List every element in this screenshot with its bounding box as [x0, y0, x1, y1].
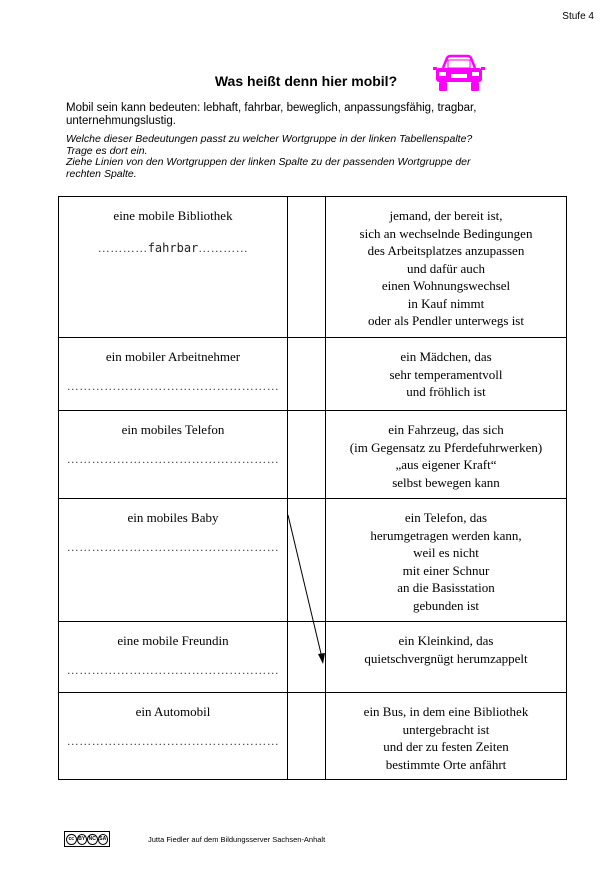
sa-icon: SA: [98, 834, 109, 845]
left-cell: [59, 197, 288, 338]
right-line: mit einer Schnur: [402, 562, 490, 578]
right-cell: [326, 622, 567, 693]
right-line: ein Telefon, das: [404, 510, 488, 525]
right-line: herumgetragen werden kann,: [370, 527, 522, 543]
table-row: [59, 411, 567, 499]
footer-credit: Jutta Fiedler auf dem Bildungsserver Sachsen-Anhalt: [148, 834, 326, 844]
instruction-line: Ziehe Linien von den Wortgruppen der linken Spalte zu der passenden Wortgruppe der: [66, 156, 471, 169]
instruction-line: Welche dieser Bedeutungen passt zu welcher Wortgruppe in der linken Tabellenspalte?: [66, 133, 473, 145]
answer-line[interactable]: ……………………………………………: [66, 734, 280, 748]
cc-icon: cc: [66, 834, 77, 845]
table-row: [59, 622, 567, 693]
right-phrase: [326, 622, 566, 667]
right-phrase: [326, 693, 566, 773]
right-phrase: [326, 411, 566, 491]
nc-icon: NC: [87, 834, 98, 845]
answer-dots: …………: [198, 241, 249, 255]
middle-cell[interactable]: [288, 693, 326, 780]
answer-line[interactable]: ……………………………………………: [66, 663, 280, 677]
right-line: gebunden ist: [412, 597, 480, 613]
right-line: untergebracht ist: [402, 721, 490, 737]
right-cell: [326, 411, 567, 499]
right-cell: [326, 338, 567, 411]
right-line: ein Bus, in dem eine Bibliothek: [363, 704, 529, 719]
cc-by-nc-sa-icon: [64, 831, 110, 847]
instruction-line: Trage es dort ein.: [66, 144, 148, 157]
right-line: in Kauf nimmt: [407, 295, 485, 311]
right-phrase: [326, 338, 566, 401]
level-label: Stufe 4: [562, 11, 594, 22]
right-line: (im Gegensatz zu Pferdefuhrwerken): [349, 439, 543, 455]
right-cell: [326, 197, 567, 338]
right-line: ein Mädchen, das: [400, 349, 492, 364]
middle-cell[interactable]: [288, 411, 326, 499]
table-row: [59, 197, 567, 338]
left-phrase: ein Automobil: [135, 704, 211, 719]
right-line: und der zu festen Zeiten: [383, 739, 509, 754]
right-line: selbst bewegen kann: [392, 474, 500, 490]
matching-table: [58, 196, 567, 780]
right-line: weil es nicht: [413, 545, 479, 560]
right-line: bestimmte Orte anfährt: [385, 756, 507, 772]
left-cell: [59, 499, 288, 622]
answer-line[interactable]: ……………………………………………: [66, 379, 280, 393]
right-line: einen Wohnungswechsel: [381, 278, 511, 293]
right-phrase: [326, 499, 566, 614]
intro-line: Mobil sein kann bedeuten: lebhaft, fahrbar, beweglich, anpassungsfähig, tragbar,: [66, 102, 477, 114]
right-line: „aus eigener Kraft“: [395, 457, 497, 472]
table-row: [59, 338, 567, 411]
answer-line[interactable]: ……………………………………………: [66, 452, 280, 466]
right-line: quietschvergnügt herumzappelt: [364, 650, 528, 666]
instruction-line: rechten Spalte.: [66, 167, 137, 180]
answer-line[interactable]: ……………………………………………: [66, 540, 280, 554]
middle-cell[interactable]: [288, 197, 326, 338]
left-phrase: ein mobiles Telefon: [121, 422, 225, 437]
instructions: [66, 134, 586, 180]
right-line: und fröhlich ist: [406, 384, 486, 399]
left-cell: [59, 693, 288, 780]
middle-cell[interactable]: [288, 622, 326, 693]
page-title: Was heißt denn hier mobil?: [214, 73, 398, 89]
answer-text: fahrbar: [147, 241, 199, 255]
left-phrase: eine mobile Freundin: [117, 633, 229, 648]
left-phrase: eine mobile Bibliothek: [113, 208, 233, 223]
table-row: [59, 693, 567, 780]
intro-text: [66, 102, 576, 127]
right-line: und dafür auch: [407, 260, 485, 276]
right-line: des Arbeitsplatzes anzupassen: [367, 243, 525, 258]
right-line: an die Basisstation: [397, 580, 495, 595]
left-cell: [59, 338, 288, 411]
right-phrase: [326, 197, 566, 330]
left-phrase: ein mobiles Baby: [127, 510, 219, 525]
footer: [64, 831, 325, 847]
table-row: [59, 499, 567, 622]
right-cell: [326, 499, 567, 622]
right-line: jemand, der bereit ist,: [389, 208, 503, 223]
intro-line: unternehmungslustig.: [66, 114, 176, 127]
middle-cell[interactable]: [288, 499, 326, 622]
answer-line[interactable]: [59, 240, 287, 256]
right-line: sich an wechselnde Bedingungen: [359, 225, 533, 241]
right-line: oder als Pendler unterwegs ist: [368, 313, 524, 328]
right-line: ein Fahrzeug, das sich: [388, 422, 504, 437]
right-line: ein Kleinkind, das: [398, 633, 494, 648]
right-cell: [326, 693, 567, 780]
middle-cell[interactable]: [288, 338, 326, 411]
left-phrase: ein mobiler Arbeitnehmer: [105, 349, 241, 364]
left-cell: [59, 411, 288, 499]
by-icon: BY: [77, 834, 88, 845]
right-line: sehr temperamentvoll: [389, 366, 503, 382]
left-cell: [59, 622, 288, 693]
answer-dots: …………: [97, 241, 148, 255]
